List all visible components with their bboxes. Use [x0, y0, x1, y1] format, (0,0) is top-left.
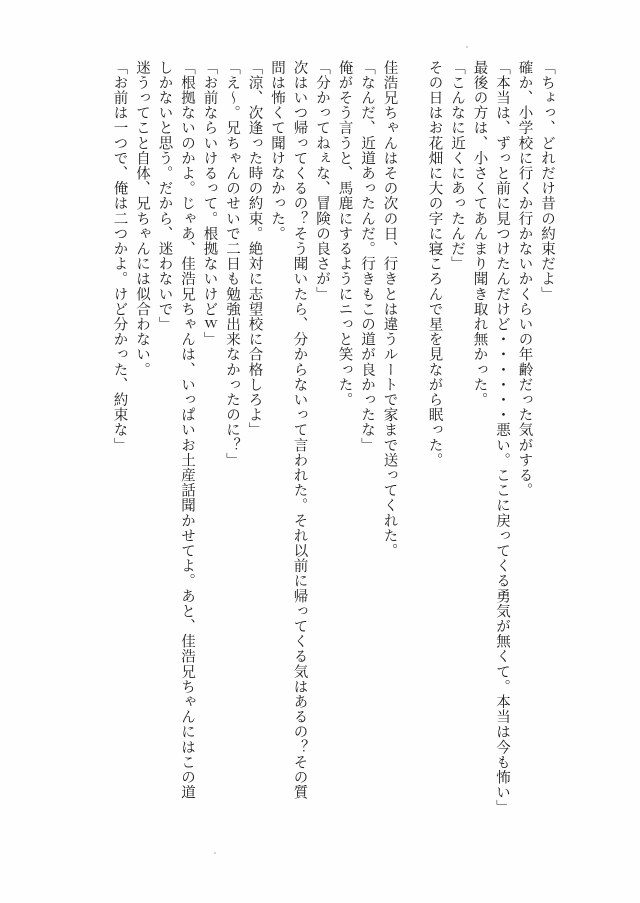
text-line-1: 「ちょっ、どれだけ昔の約束だよ」 — [539, 60, 555, 302]
text-line-11: 次はいつ帰ってくるの？そう聞いたら、分からないって言われた。それ以前に帰ってくる気はあるの？その質 — [291, 60, 308, 800]
scan-speck — [214, 852, 216, 854]
scan-speck — [466, 46, 468, 48]
text-line-19: 「お前は一つで、俺は二つかよ。けど分かった、約束な」 — [111, 60, 128, 453]
text-line-14: 「え～。兄ちゃんのせいで二日も勉強出来なかったのに？」 — [224, 60, 240, 468]
text-line-18: 迷うってこと自体、兄ちゃんには似合わない。 — [134, 60, 150, 378]
text-line-6: その日はお花畑に大の字に寝ころんで星を見ながら眠った。 — [426, 60, 443, 468]
text-line-7: 佳浩兄ちゃんはその次の日、行きとは違うルートで家まで送ってくれた。 — [381, 60, 398, 559]
text-line-13: 「涼、次逢った時の約束。絶対に志望校に合格しろよ」 — [246, 60, 263, 438]
text-line-9: 俺がそう言うと、馬鹿にするようにニっと笑った。 — [336, 60, 353, 408]
text-line-10: 「分かってねぇな、冒険の良さが」 — [314, 60, 330, 302]
text-line-16: 「根拠ないのかよ。じゃあ、佳浩兄ちゃんは、いっぱいお土産話聞かせてよ。あと、佳浩兄ちゃんにはこの道 — [179, 60, 195, 800]
text-line-2: 確か、小学校に行くか行かないかくらいの年齢だった気がする。 — [516, 60, 533, 498]
text-line-17: しかないと思う。だから、迷わないで」 — [156, 60, 173, 332]
text-line-15: 「お前ならいけるって。根拠ないけどｗ」 — [201, 60, 218, 347]
text-line-3: 「本当は、ずっと前に見つけたんだけど・・・・・・悪い。ここに戻ってくる勇気が無くて。本当は今も怖い」 — [494, 60, 510, 815]
blank-line — [401, 60, 424, 840]
vertical-text-body — [108, 60, 558, 840]
text-line-8: 「なんだ、近道あったんだ。行きもこの道が良かったな」 — [359, 60, 375, 453]
text-line-12: 問は怖くて聞けなかった。 — [269, 60, 285, 242]
text-line-5: 「こんなに近くにあったんだ」 — [449, 60, 465, 272]
text-line-4: 最後の方は、小さくてあんまり聞き取れ無かった。 — [471, 60, 488, 408]
